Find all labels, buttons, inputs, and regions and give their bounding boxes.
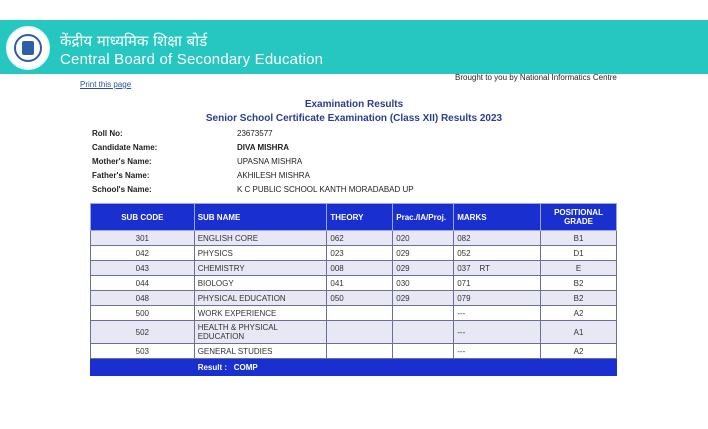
cell-practical: 030 — [393, 276, 454, 291]
cell-practical: 020 — [393, 231, 454, 246]
cell-grade: B1 — [541, 231, 617, 246]
info-row-father — [92, 169, 414, 183]
cell-marks: 071 — [454, 276, 541, 291]
cell-practical — [393, 306, 454, 321]
col-header-sub-name: SUB NAME — [194, 204, 327, 231]
cbse-logo-icon — [6, 26, 50, 70]
result-status: Result : COMP — [194, 359, 616, 376]
cell-sub-name: PHYSICS — [194, 246, 327, 261]
english-title: Central Board of Secondary Education — [60, 51, 324, 68]
info-label: School's Name: — [92, 185, 152, 194]
col-header-grade: POSITIONAL GRADE — [541, 204, 617, 231]
cell-sub-code: 044 — [91, 276, 195, 291]
cell-sub-name: PHYSICAL EDUCATION — [194, 291, 327, 306]
table-row — [91, 231, 617, 246]
cell-theory: 041 — [327, 276, 393, 291]
cell-theory — [327, 321, 393, 344]
cell-marks: 052 — [454, 246, 541, 261]
cell-marks: 079 — [454, 291, 541, 306]
cell-marks: 082 — [454, 231, 541, 246]
table-row — [91, 306, 617, 321]
table-row — [91, 321, 617, 344]
cell-sub-name: HEALTH & PHYSICAL EDUCATION — [194, 321, 327, 344]
result-spacer — [91, 359, 195, 376]
cell-grade: B2 — [541, 276, 617, 291]
info-value: DIVA MISHRA — [237, 143, 289, 152]
print-page-link[interactable]: Print this page — [80, 80, 132, 89]
cell-sub-code: 042 — [91, 246, 195, 261]
cell-sub-code: 048 — [91, 291, 195, 306]
cell-grade: B2 — [541, 291, 617, 306]
candidate-info — [92, 127, 414, 197]
table-header-row — [91, 204, 617, 231]
cell-marks: --- — [454, 306, 541, 321]
cell-sub-code: 500 — [91, 306, 195, 321]
cell-theory: 062 — [327, 231, 393, 246]
cell-grade: D1 — [541, 246, 617, 261]
page-title: Examination Results — [304, 99, 404, 110]
header-banner — [0, 20, 708, 74]
cell-theory: 050 — [327, 291, 393, 306]
cell-sub-name: ENGLISH CORE — [194, 231, 327, 246]
cell-theory: 008 — [327, 261, 393, 276]
cell-marks: 037 RT — [454, 261, 541, 276]
cell-practical: 029 — [393, 291, 454, 306]
cell-sub-name: GENERAL STUDIES — [194, 344, 327, 359]
cell-theory — [327, 344, 393, 359]
col-header-theory: THEORY — [327, 204, 393, 231]
cell-grade: E — [541, 261, 617, 276]
cell-practical: 029 — [393, 246, 454, 261]
col-header-marks: MARKS — [454, 204, 541, 231]
table-row — [91, 261, 617, 276]
info-value: K C PUBLIC SCHOOL KANTH MORADABAD UP — [237, 185, 414, 194]
info-label: Candidate Name: — [92, 143, 158, 152]
info-value: 23673577 — [237, 129, 273, 138]
cell-sub-code: 503 — [91, 344, 195, 359]
info-row-name — [92, 141, 414, 155]
brought-by-text: Brought to you by National Informatics Centre — [455, 73, 617, 82]
cell-theory: 023 — [327, 246, 393, 261]
info-label: Mother's Name: — [92, 157, 152, 166]
cell-practical — [393, 344, 454, 359]
exam-title: Senior School Certificate Examination (Class XII) Results 2023 — [205, 113, 503, 124]
cell-sub-name: WORK EXPERIENCE — [194, 306, 327, 321]
table-row — [91, 291, 617, 306]
cell-sub-name: BIOLOGY — [194, 276, 327, 291]
info-label: Father's Name: — [92, 171, 150, 180]
cell-practical: 029 — [393, 261, 454, 276]
col-header-practical: Prac./IA/Proj. — [393, 204, 454, 231]
info-row-roll — [92, 127, 414, 141]
info-value: AKHILESH MISHRA — [237, 171, 310, 180]
cell-grade: A1 — [541, 321, 617, 344]
cell-sub-code: 301 — [91, 231, 195, 246]
result-row — [91, 359, 617, 376]
hindi-title: केंद्रीय माध्यमिक शिक्षा बोर्ड — [60, 32, 208, 50]
cell-marks: --- — [454, 344, 541, 359]
table-row — [91, 276, 617, 291]
info-label: Roll No: — [92, 129, 123, 138]
info-row-school — [92, 183, 414, 197]
table-row — [91, 344, 617, 359]
cell-practical — [393, 321, 454, 344]
info-row-mother — [92, 155, 414, 169]
site-url[interactable]: http://cbseresults.nic.in — [581, 2, 694, 13]
cell-sub-code: 043 — [91, 261, 195, 276]
cell-sub-code: 502 — [91, 321, 195, 344]
cell-marks: --- — [454, 321, 541, 344]
cell-sub-name: CHEMISTRY — [194, 261, 327, 276]
table-row — [91, 246, 617, 261]
cell-theory — [327, 306, 393, 321]
col-header-sub-code: SUB CODE — [91, 204, 195, 231]
cell-grade: A2 — [541, 306, 617, 321]
cell-grade: A2 — [541, 344, 617, 359]
info-value: UPASNA MISHRA — [237, 157, 303, 166]
results-table — [90, 203, 617, 376]
